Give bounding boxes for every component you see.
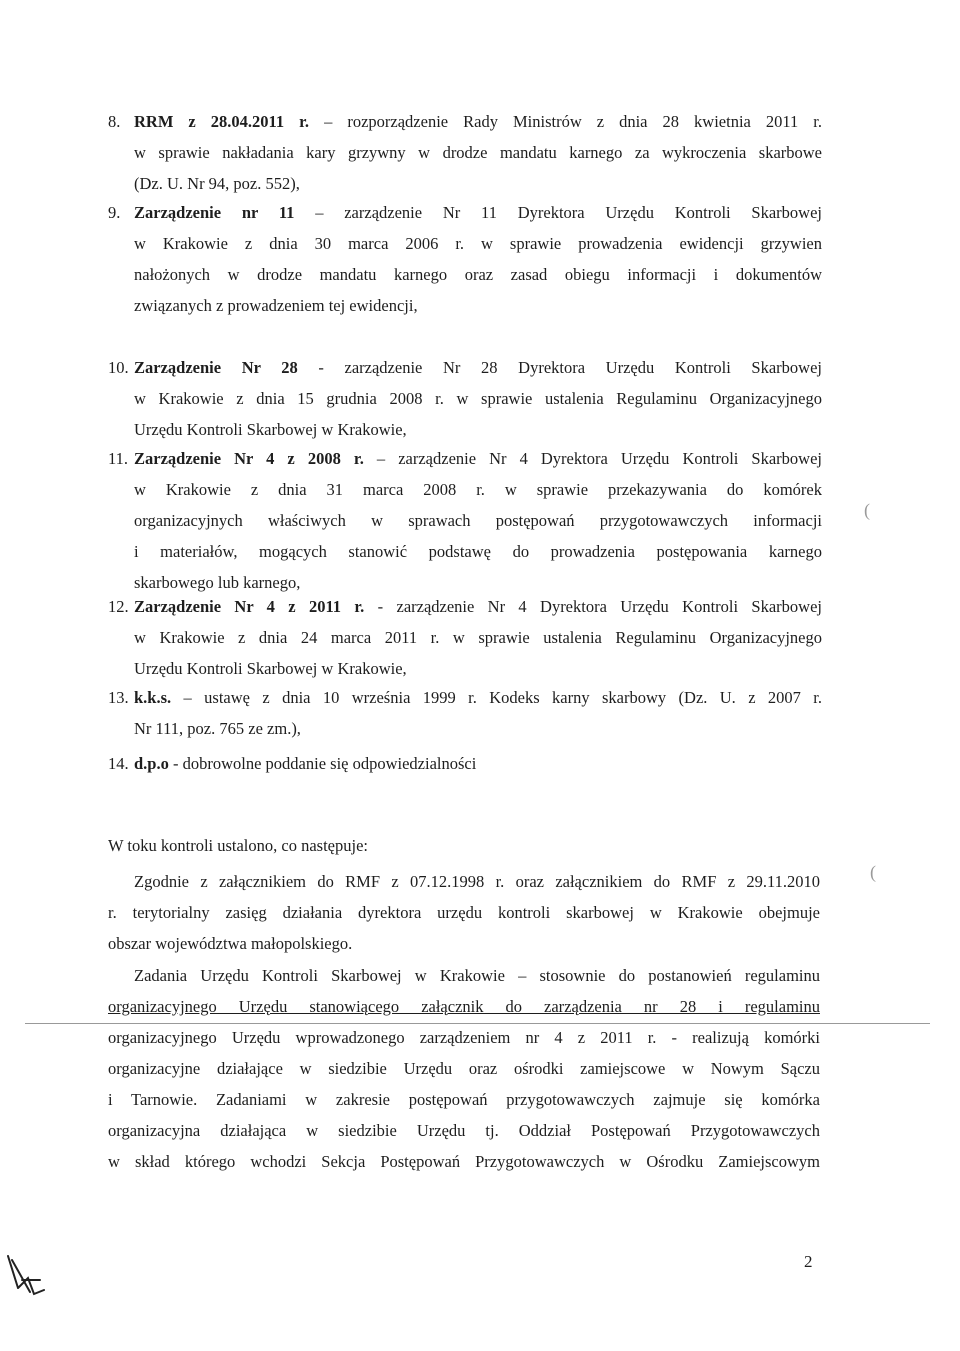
term-description: w Krakowie z dnia 15 grudnia 2008 r. w sprawie ustalenia Regulaminu Organizacyjnego: [134, 389, 822, 408]
paragraph-line: i Tarnowie. Zadaniami w zakresie postępowań przygotowawczych zajmuje się komórka: [108, 1090, 820, 1109]
term-description: w Krakowie z dnia 30 marca 2006 r. w sprawie prowadzenia ewidencji grzywien: [134, 234, 822, 253]
list-item-line: [134, 536, 822, 567]
list-item-number: 14.: [108, 754, 129, 773]
term-abbreviation: Zarządzenie Nr 4 z 2008 r.: [134, 449, 364, 468]
term-abbreviation: d.p.o: [134, 754, 169, 773]
paragraph-line: organizacyjnego Urzędu stanowiącego załącznik do zarządzenia nr 28 i regulaminu: [108, 997, 820, 1016]
term-description: – zarządzenie Nr 4 Dyrektora Urzędu Kontroli Skarbowej: [363, 449, 822, 468]
paragraph-office-tasks: [108, 960, 820, 1177]
list-item-line: [134, 713, 822, 744]
list-item-number: 9.: [108, 203, 121, 222]
term-description: w sprawie nakładania kary grzywny w drodze mandatu karnego za wykroczenia skarbowe: [134, 143, 822, 162]
list-item-line: [134, 414, 822, 445]
list-item-line: [134, 443, 822, 474]
term-description: Urzędu Kontroli Skarbowej w Krakowie,: [134, 420, 407, 439]
list-item-line: [134, 748, 822, 779]
list-item-body: [134, 352, 822, 445]
term-description: i materiałów, mogących stanowić podstawę do prowadzenia postępowania karnego: [134, 542, 822, 561]
signature-initials: [0, 1250, 60, 1310]
term-abbreviation: Zarządzenie Nr 28: [134, 358, 298, 377]
term-description: skarbowego lub karnego,: [134, 573, 301, 592]
list-item-line: [134, 682, 822, 713]
term-description: w Krakowie z dnia 24 marca 2011 r. w sprawie ustalenia Regulaminu Organizacyjnego: [134, 628, 822, 647]
term-description: – zarządzenie Nr 11 Dyrektora Urzędu Kontroli Skarbowej: [294, 203, 822, 222]
list-item-line: [134, 290, 822, 321]
term-description: – ustawę z dnia 10 września 1999 r. Kodeks karny skarbowy (Dz. U. z 2007 r.: [171, 688, 822, 707]
paragraph-line: organizacyjne działające w siedzibie Urzędu oraz ośrodki zamiejscowe w Nowym Sączu: [108, 1059, 820, 1078]
term-description: w Krakowie z dnia 31 marca 2008 r. w sprawie przekazywania do komórek: [134, 480, 822, 499]
paragraph-line: Zadania Urzędu Kontroli Skarbowej w Krakowie – stosownie do postanowień regulaminu: [134, 966, 820, 985]
term-abbreviation: Zarządzenie Nr 4 z 2011 r.: [134, 597, 365, 616]
list-item-line: [134, 259, 822, 290]
list-item-body: [134, 443, 822, 598]
term-abbreviation: RRM z 28.04.2011 r.: [134, 112, 310, 131]
list-item-line: [134, 591, 822, 622]
list-item-body: [134, 748, 822, 779]
list-item-number: 12.: [108, 597, 129, 616]
paragraph-line: organizacyjna działająca w siedzibie Urzędu tj. Oddział Postępowań Przygotowawczych: [108, 1121, 820, 1140]
scan-line: [25, 1023, 930, 1024]
list-item-line: [134, 352, 822, 383]
list-item-line: [134, 137, 822, 168]
term-abbreviation: k.k.s.: [134, 688, 172, 707]
list-item-line: [134, 228, 822, 259]
list-item-number: 13.: [108, 688, 129, 707]
paragraph-line: Zgodnie z załącznikiem do RMF z 07.12.1998 r. oraz załącznikiem do RMF z 29.11.2010: [134, 872, 820, 891]
list-item-line: [134, 383, 822, 414]
list-item-number: 10.: [108, 358, 129, 377]
list-item-body: [134, 591, 822, 684]
term-abbreviation: Zarządzenie nr 11: [134, 203, 295, 222]
list-item-line: [134, 106, 822, 137]
margin-mark: (: [870, 862, 876, 882]
term-description: związanych z prowadzeniem tej ewidencji,: [134, 296, 418, 315]
paragraph-line: obszar województwa małopolskiego.: [108, 934, 353, 953]
term-description: - zarządzenie Nr 28 Dyrektora Urzędu Kontroli Skarbowej: [297, 358, 822, 377]
list-item-body: [134, 106, 822, 199]
section-intro-text: W toku kontroli ustalono, co następuje:: [108, 836, 368, 855]
list-item-number: 8.: [108, 112, 121, 131]
term-description: Nr 111, poz. 765 ze zm.),: [134, 719, 301, 738]
paragraph-line: w skład którego wchodzi Sekcja Postępowań Przygotowawczych w Ośrodku Zamiejscowym: [108, 1152, 820, 1171]
paragraph-line: organizacyjnego Urzędu wprowadzonego zarządzeniem nr 4 z 2011 r. - realizują komórki: [108, 1028, 820, 1047]
term-description: - zarządzenie Nr 4 Dyrektora Urzędu Kontroli Skarbowej: [364, 597, 822, 616]
paragraph-territorial-scope: [108, 866, 820, 959]
list-item-line: [134, 197, 822, 228]
list-item-line: [134, 168, 822, 199]
list-item-line: [134, 505, 822, 536]
list-item-body: [134, 682, 822, 744]
list-item-number: 11.: [108, 449, 129, 468]
page-number: 2: [804, 1252, 813, 1271]
term-description: (Dz. U. Nr 94, poz. 552),: [134, 174, 300, 193]
list-item-line: [134, 622, 822, 653]
term-description: nałożonych w drodze mandatu karnego oraz zasad obiegu informacji i dokumentów: [134, 265, 822, 284]
section-intro: [108, 830, 820, 861]
paragraph-line: r. terytorialny zasięg działania dyrektora urzędu kontroli skarbowej w Krakowie obejmuje: [108, 903, 820, 922]
term-description: - dobrowolne poddanie się odpowiedzialności: [168, 754, 477, 773]
list-item-line: [134, 474, 822, 505]
term-description: Urzędu Kontroli Skarbowej w Krakowie,: [134, 659, 407, 678]
term-description: – rozporządzenie Rady Ministrów z dnia 28 kwietnia 2011 r.: [309, 112, 822, 131]
list-item-line: [134, 653, 822, 684]
list-item-body: [134, 197, 822, 321]
margin-mark: (: [864, 500, 870, 520]
term-description: organizacyjnych właściwych w sprawach postępowań przygotowawczych informacji: [134, 511, 822, 530]
